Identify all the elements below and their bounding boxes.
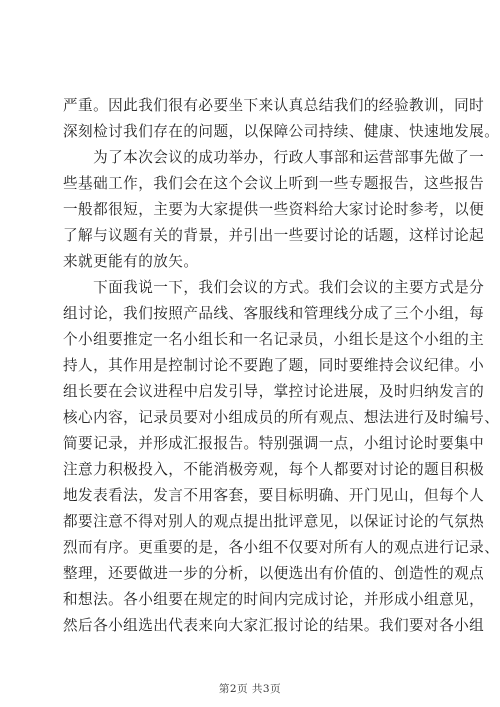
text-line: 持人，其作用是控制讨论不要跑了题，同时要维持会议纪律。小	[63, 357, 485, 374]
paragraph-1	[63, 93, 500, 145]
page-footer	[0, 681, 500, 696]
text-line: 地发表看法，发言不用客套，要目标明确、开门见山，但每个人	[63, 487, 485, 504]
text-line: 简要记录，并形成汇报报告。特别强调一点，小组讨论时要集中	[63, 435, 485, 452]
text-line: 严重。因此我们很有必要坐下来认真总结我们的经验教训，同时	[63, 97, 485, 114]
document-body	[63, 93, 500, 639]
paragraph-2	[63, 145, 485, 275]
text-line: 整理，还要做进一步的分析，以便选出有价值的、创造性的观点	[63, 565, 485, 582]
text-line: 烈而有序。更重要的是，各小组不仅要对所有人的观点进行记录、	[63, 539, 500, 556]
text-line: 些基础工作，我们会在这个会议上听到一些专题报告，这些报告	[63, 175, 485, 192]
text-line: 深刻检讨我们存在的问题，以保障公司持续、健康、快速地发展。	[63, 123, 500, 140]
text-line: 了解与议题有关的背景，并引出一些要讨论的话题，这样讨论起	[63, 227, 485, 244]
paragraph-3	[63, 275, 500, 639]
text-line: 和想法。各小组要在规定的时间内完成讨论，并形成小组意见，	[63, 591, 485, 608]
text-line: 组讨论，我们按照产品线、客服线和管理线分成了三个小组，每	[63, 305, 485, 322]
page-number-label: 第2页 共3页	[218, 683, 282, 695]
text-line: 然后各小组选出代表来向大家汇报讨论的结果。我们要对各小组	[63, 617, 485, 634]
text-line: 注意力积极投入，不能消极旁观，每个人都要对讨论的题目积极	[63, 461, 485, 478]
text-line: 核心内容，记录员要对小组成员的所有观点、想法进行及时编号、	[63, 409, 500, 426]
text-line: 个小组要推定一名小组长和一名记录员，小组长是这个小组的主	[63, 331, 485, 348]
text-line: 一般都很短，主要为大家提供一些资料给大家讨论时参考，以便	[63, 201, 485, 218]
text-line: 为了本次会议的成功举办，行政人事部和运营部事先做了一	[63, 149, 485, 166]
text-line: 下面我说一下，我们会议的方式。我们会议的主要方式是分	[63, 279, 485, 296]
text-line: 都要注意不得对别人的观点提出批评意见，以保证讨论的气氛热	[63, 513, 485, 530]
text-line: 组长要在会议进程中启发引导，掌控讨论进展，及时归纳发言的	[63, 383, 485, 400]
text-line: 来就更能有的放矢。	[63, 253, 199, 270]
